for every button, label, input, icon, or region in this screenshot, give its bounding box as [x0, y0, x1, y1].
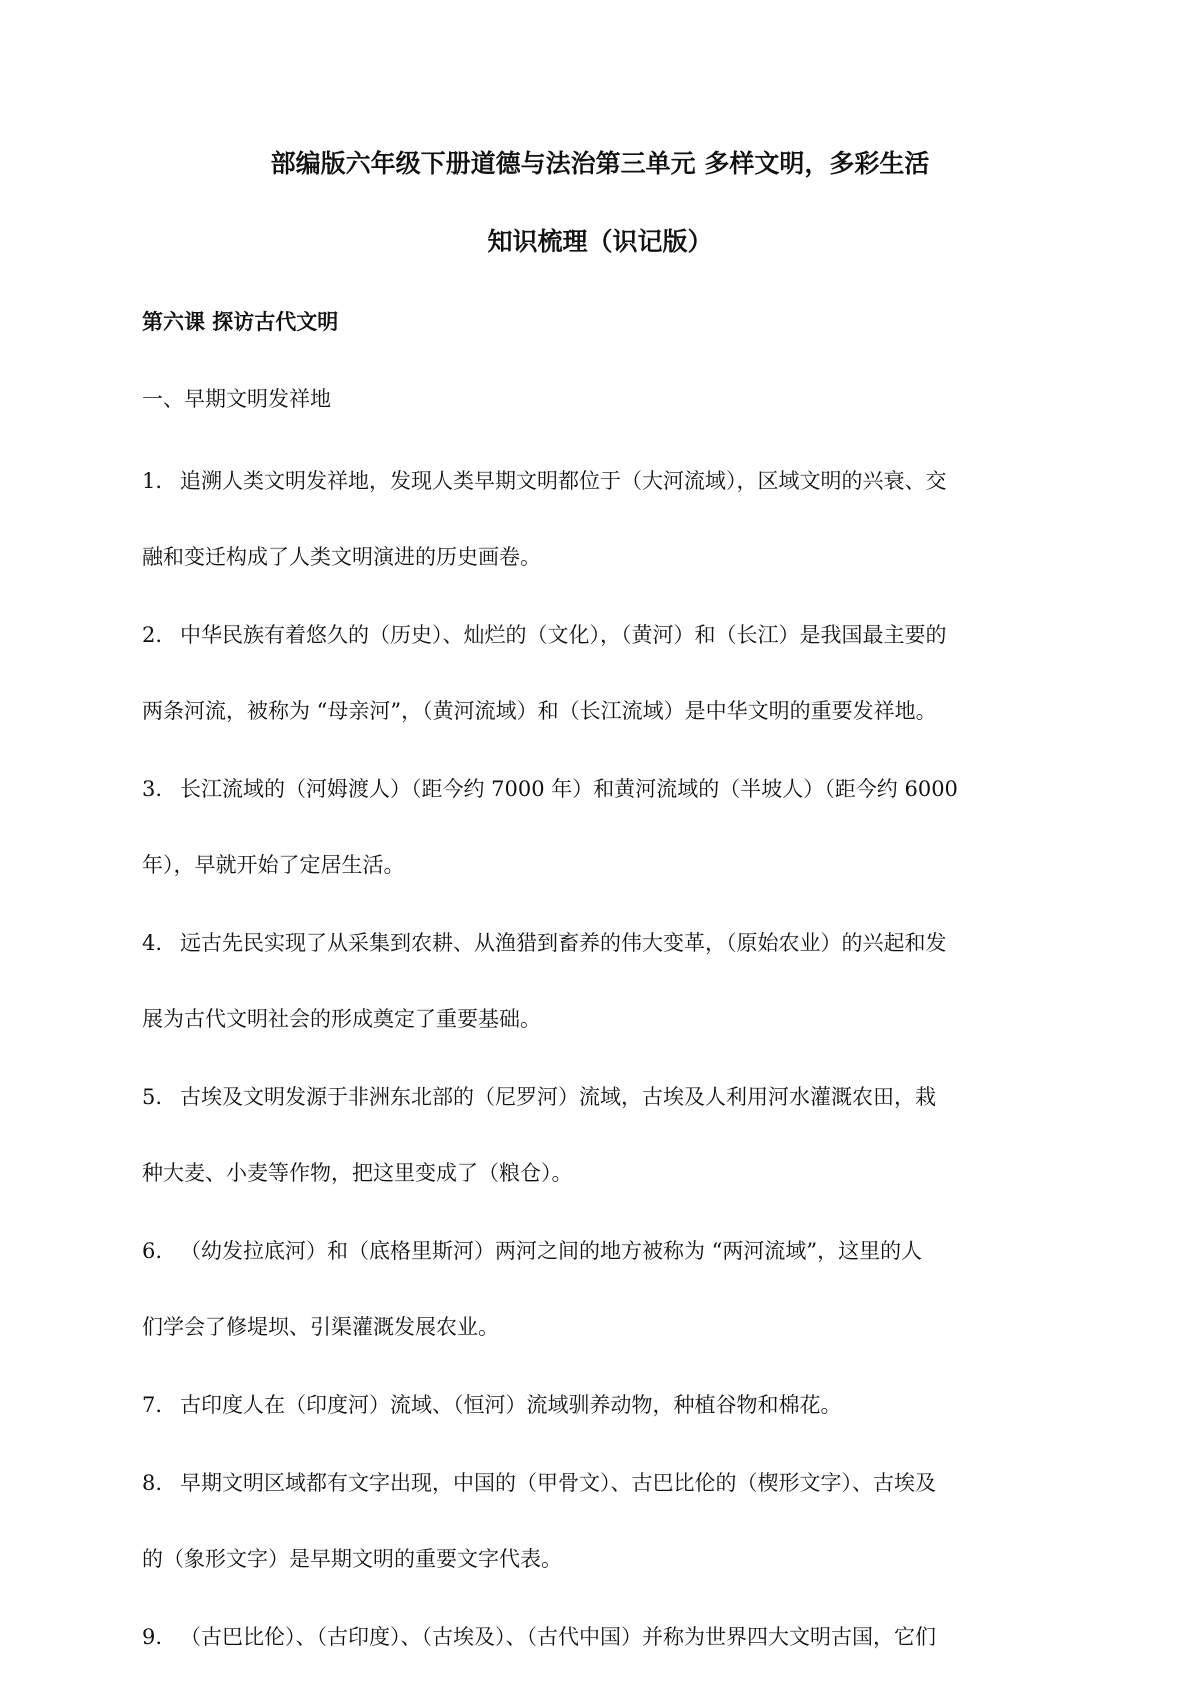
item-number: 2.	[142, 623, 163, 647]
item-line	[142, 462, 1062, 500]
item-number: 7.	[142, 1393, 163, 1417]
knowledge-point-list	[142, 462, 1062, 1696]
knowledge-point	[142, 462, 1062, 576]
item-text: 远古先民实现了从采集到农耕、从渔猎到畜养的伟大变革，（原始农业）的兴起和发	[180, 931, 947, 955]
item-line: 展为古代文明社会的形成奠定了重要基础。	[142, 1007, 541, 1031]
item-text: 长江流域的（河姆渡人）（距今约 7000 年）和黄河流域的（半坡人）（距今约 6000	[180, 777, 958, 801]
item-line	[142, 924, 1062, 962]
item-line	[142, 1464, 1062, 1502]
item-text: 古埃及文明发源于非洲东北部的（尼罗河）流域，古埃及人利用河水灌溉农田，栽	[180, 1085, 936, 1109]
item-line: 的（象形文字）是早期文明的重要文字代表。	[142, 1547, 562, 1571]
item-number: 3.	[142, 777, 163, 801]
section-heading: 一、早期文明发祥地	[142, 387, 331, 411]
item-number: 1.	[142, 469, 163, 493]
item-line	[142, 1618, 1062, 1656]
item-line: 融和变迁构成了人类文明演进的历史画卷。	[142, 545, 541, 569]
knowledge-point	[142, 770, 1062, 884]
item-text: 追溯人类文明发祥地，发现人类早期文明都位于（大河流域），区域文明的兴衰、交	[180, 469, 947, 493]
item-line	[142, 770, 1062, 808]
knowledge-point	[142, 924, 1062, 1038]
item-number: 8.	[142, 1471, 163, 1495]
item-line: 两条河流，被称为 “母亲河”，（黄河流域）和（长江流域）是中华文明的重要发祥地。	[142, 699, 937, 723]
item-line	[142, 1386, 1062, 1424]
item-line: 种大麦、小麦等作物，把这里变成了（粮仓）。	[142, 1161, 573, 1185]
item-text: 古印度人在（印度河）流域、（恒河）流域驯养动物，种植谷物和棉花。	[180, 1393, 842, 1417]
item-text: （幼发拉底河）和（底格里斯河）两河之间的地方被称为 “两河流域”，这里的人	[180, 1239, 923, 1263]
knowledge-point	[142, 1232, 1062, 1346]
item-text: 中华民族有着悠久的（历史）、灿烂的（文化），（黄河）和（长江）是我国最主要的	[180, 623, 947, 647]
item-line	[142, 1078, 1062, 1116]
knowledge-point	[142, 616, 1062, 730]
item-line	[142, 1232, 1062, 1270]
item-line	[142, 616, 1062, 654]
item-text: （古巴比伦）、（古印度）、（古埃及）、（古代中国）并称为世界四大文明古国，它们	[180, 1625, 936, 1649]
item-line: 们学会了修堤坝、引渠灌溉发展农业。	[142, 1315, 499, 1339]
item-number: 5.	[142, 1085, 163, 1109]
item-number: 9.	[142, 1625, 163, 1649]
knowledge-point	[142, 1386, 1062, 1424]
lesson-heading: 第六课 探访古代文明	[142, 309, 339, 334]
item-number: 6.	[142, 1239, 163, 1263]
knowledge-point	[142, 1618, 1062, 1656]
item-line: 年），早就开始了定居生活。	[142, 853, 405, 877]
item-number: 4.	[142, 931, 163, 955]
document-subtitle: 知识梳理（识记版）	[487, 227, 713, 256]
document-title: 部编版六年级下册道德与法治第三单元 多样文明，多彩生活	[270, 149, 930, 178]
knowledge-point	[142, 1078, 1062, 1192]
knowledge-point	[142, 1464, 1062, 1578]
item-text: 早期文明区域都有文字出现，中国的（甲骨文）、古巴比伦的（楔形文字）、古埃及	[180, 1471, 936, 1495]
